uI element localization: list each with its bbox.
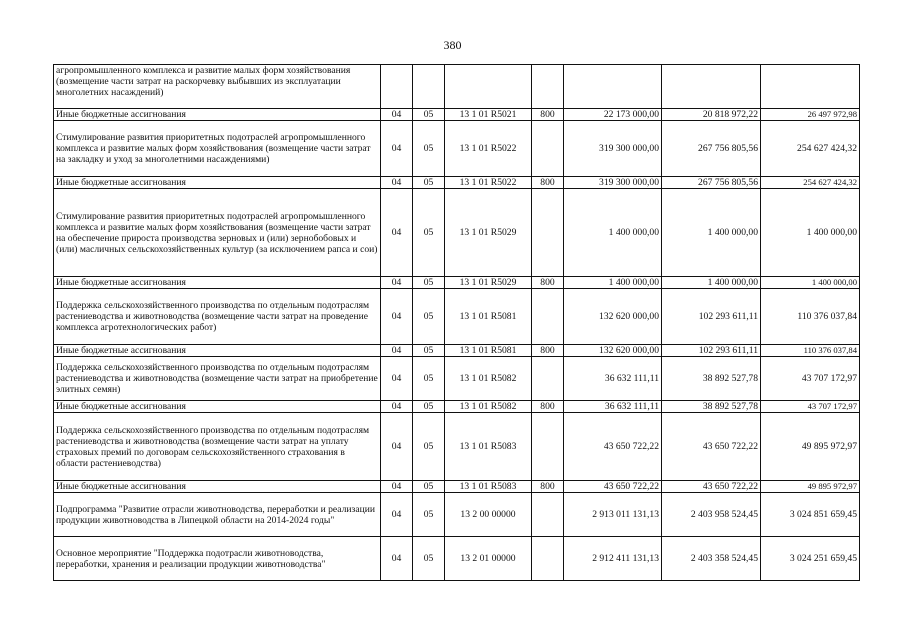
cell-amount-2: 20 818 972,22 [662,109,761,121]
cell-gr-code: 04 [381,121,413,177]
cell-rz-code: 05 [413,481,445,493]
cell-rz-code: 05 [413,537,445,581]
cell-amount-3 [761,65,860,109]
cell-amount-3: 254 627 424,32 [761,177,860,189]
cell-name: Стимулирование развития приоритетных подотраслей агропромышленного комплекса и развитие малых форм хозяйствования (возмещение части затрат на закладку и уход за многолетними насаждениями) [54,121,381,177]
cell-gr-code: 04 [381,109,413,121]
table-row [54,177,860,189]
cell-gr-code: 04 [381,189,413,277]
cell-amount-3: 26 497 972,98 [761,109,860,121]
cell-amount-1 [564,65,662,109]
cell-gr-code: 04 [381,177,413,189]
cell-csr-code: 13 1 01 R5029 [445,277,532,289]
cell-rz-code: 05 [413,401,445,413]
cell-rz-code: 05 [413,345,445,357]
cell-amount-2 [662,65,761,109]
table-row [54,65,860,109]
cell-name: Стимулирование развития приоритетных подотраслей агропромышленного комплекса и развитие малых форм хозяйствования (возмещение части затрат на обеспечение прироста производства зерновых и (или) зернобобовых и (или) масличных сельскохозяйственных культур (за исключением рапса и сои) [54,189,381,277]
cell-csr-code: 13 1 01 R5022 [445,121,532,177]
table-row [54,481,860,493]
cell-amount-1: 1 400 000,00 [564,277,662,289]
cell-amount-2: 38 892 527,78 [662,357,761,401]
cell-amount-1: 36 632 111,11 [564,357,662,401]
cell-csr-code: 13 1 01 R5082 [445,357,532,401]
cell-name: агропромышленного комплекса и развитие малых форм хозяйствования (возмещение части затрат на раскорчевку выбывших из эксплуатации многолетних насаждений) [54,65,381,109]
table-row [54,189,860,277]
cell-amount-2: 38 892 527,78 [662,401,761,413]
cell-amount-2: 1 400 000,00 [662,189,761,277]
cell-gr-code: 04 [381,345,413,357]
cell-vr-code: 800 [532,401,564,413]
cell-gr-code: 04 [381,413,413,481]
cell-vr-code: 800 [532,177,564,189]
cell-gr-code [381,65,413,109]
cell-amount-1: 22 173 000,00 [564,109,662,121]
cell-vr-code [532,65,564,109]
cell-amount-2: 2 403 358 524,45 [662,537,761,581]
table-row [54,345,860,357]
cell-vr-code [532,357,564,401]
cell-gr-code: 04 [381,493,413,537]
table-row [54,289,860,345]
cell-csr-code: 13 1 01 R5081 [445,345,532,357]
cell-rz-code: 05 [413,357,445,401]
cell-amount-2: 43 650 722,22 [662,413,761,481]
cell-name: Поддержка сельскохозяйственного производства по отдельным подотраслям растениеводства и животноводства (возмещение части затрат на уплату страховых премий по договорам сельскохозяйственного страхования в области растениеводства) [54,413,381,481]
cell-amount-3: 43 707 172,97 [761,357,860,401]
cell-amount-3: 1 400 000,00 [761,189,860,277]
cell-csr-code: 13 1 01 R5022 [445,177,532,189]
cell-amount-1: 43 650 722,22 [564,481,662,493]
table-row [54,493,860,537]
cell-amount-2: 102 293 611,11 [662,289,761,345]
cell-csr-code: 13 2 00 00000 [445,493,532,537]
cell-vr-code [532,537,564,581]
cell-rz-code: 05 [413,493,445,537]
budget-table [53,64,860,581]
cell-rz-code: 05 [413,189,445,277]
table-row [54,121,860,177]
cell-amount-3: 3 024 251 659,45 [761,537,860,581]
cell-gr-code: 04 [381,289,413,345]
cell-rz-code: 05 [413,177,445,189]
cell-vr-code: 800 [532,345,564,357]
cell-csr-code: 13 1 01 R5029 [445,189,532,277]
cell-amount-3: 254 627 424,32 [761,121,860,177]
cell-csr-code: 13 1 01 R5082 [445,401,532,413]
cell-amount-1: 319 300 000,00 [564,177,662,189]
cell-vr-code: 800 [532,277,564,289]
cell-amount-3: 43 707 172,97 [761,401,860,413]
cell-gr-code: 04 [381,401,413,413]
cell-csr-code: 13 2 01 00000 [445,537,532,581]
cell-amount-3: 1 400 000,00 [761,277,860,289]
table-row [54,277,860,289]
cell-name: Иные бюджетные ассигнования [54,401,381,413]
cell-csr-code [445,65,532,109]
cell-amount-3: 110 376 037,84 [761,345,860,357]
cell-csr-code: 13 1 01 R5021 [445,109,532,121]
cell-amount-1: 1 400 000,00 [564,189,662,277]
cell-amount-2: 2 403 958 524,45 [662,493,761,537]
cell-gr-code: 04 [381,537,413,581]
cell-amount-2: 267 756 805,56 [662,177,761,189]
cell-amount-1: 132 620 000,00 [564,345,662,357]
cell-gr-code: 04 [381,277,413,289]
cell-name: Иные бюджетные ассигнования [54,277,381,289]
cell-vr-code [532,413,564,481]
table-row [54,109,860,121]
cell-name: Иные бюджетные ассигнования [54,481,381,493]
cell-csr-code: 13 1 01 R5081 [445,289,532,345]
cell-name: Иные бюджетные ассигнования [54,177,381,189]
cell-vr-code [532,493,564,537]
cell-amount-2: 1 400 000,00 [662,277,761,289]
cell-amount-1: 43 650 722,22 [564,413,662,481]
table-row [54,357,860,401]
cell-vr-code: 800 [532,481,564,493]
cell-gr-code: 04 [381,357,413,401]
cell-amount-2: 43 650 722,22 [662,481,761,493]
cell-amount-1: 36 632 111,11 [564,401,662,413]
table-row [54,537,860,581]
cell-amount-1: 319 300 000,00 [564,121,662,177]
cell-amount-1: 2 912 411 131,13 [564,537,662,581]
cell-amount-2: 102 293 611,11 [662,345,761,357]
cell-rz-code: 05 [413,121,445,177]
cell-amount-3: 49 895 972,97 [761,481,860,493]
cell-amount-3: 49 895 972,97 [761,413,860,481]
cell-name: Поддержка сельскохозяйственного производства по отдельным подотраслям растениеводства и животноводства (возмещение части затрат на проведение комплекса агротехнологических работ) [54,289,381,345]
cell-name: Подпрограмма "Развитие отрасли животноводства, переработки и реализации продукции животноводства в Липецкой области на 2014-2024 годы" [54,493,381,537]
cell-name: Иные бюджетные ассигнования [54,345,381,357]
cell-name: Основное мероприятие "Поддержка подотрасли животноводства, переработки, хранения и реализации продукции животноводства" [54,537,381,581]
cell-vr-code [532,289,564,345]
cell-name: Поддержка сельскохозяйственного производства по отдельным подотраслям растениеводства и животноводства (возмещение части затрат на приобретение элитных семян) [54,357,381,401]
cell-rz-code [413,65,445,109]
cell-gr-code: 04 [381,481,413,493]
cell-amount-1: 2 913 011 131,13 [564,493,662,537]
page-number: 380 [443,38,462,52]
cell-rz-code: 05 [413,413,445,481]
cell-csr-code: 13 1 01 R5083 [445,413,532,481]
cell-amount-3: 3 024 851 659,45 [761,493,860,537]
cell-rz-code: 05 [413,289,445,345]
cell-rz-code: 05 [413,109,445,121]
cell-amount-1: 132 620 000,00 [564,289,662,345]
table-body [54,65,860,581]
table-row [54,401,860,413]
cell-amount-3: 110 376 037,84 [761,289,860,345]
cell-rz-code: 05 [413,277,445,289]
cell-vr-code [532,189,564,277]
cell-csr-code: 13 1 01 R5083 [445,481,532,493]
cell-vr-code [532,121,564,177]
cell-name: Иные бюджетные ассигнования [54,109,381,121]
cell-amount-2: 267 756 805,56 [662,121,761,177]
cell-vr-code: 800 [532,109,564,121]
table-row [54,413,860,481]
